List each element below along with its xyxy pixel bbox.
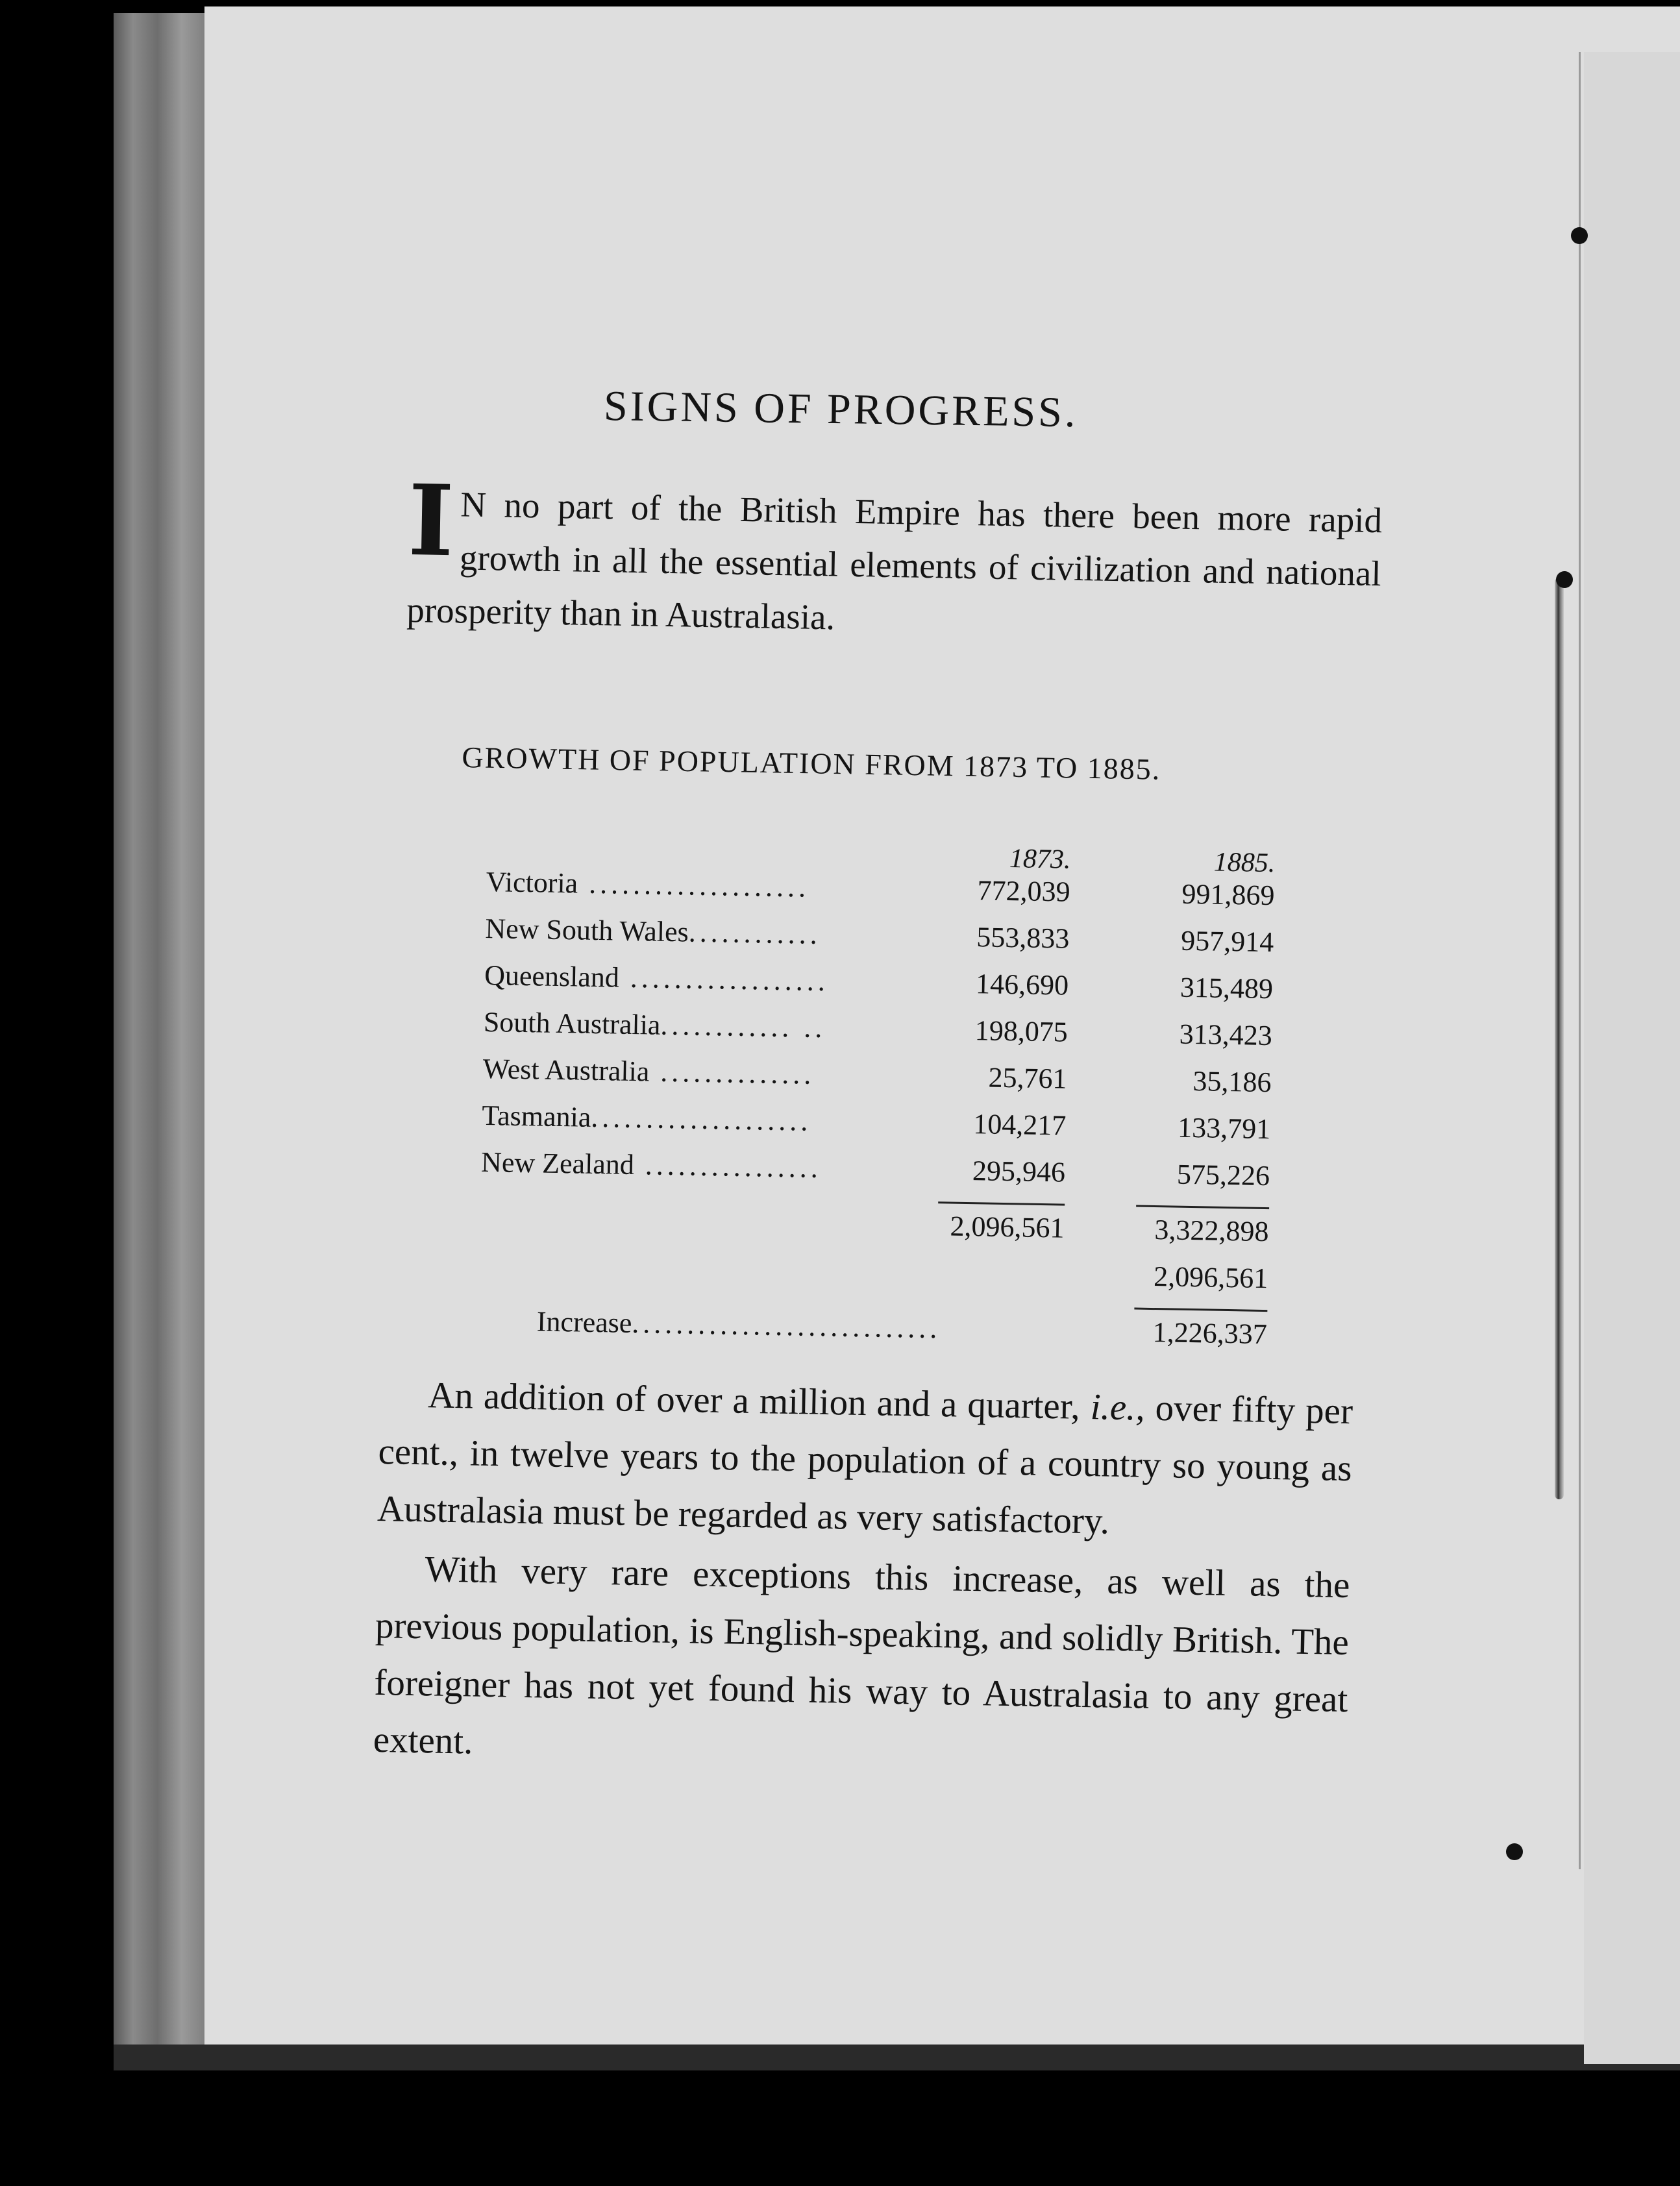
column-header-1873: 1873.: [1009, 844, 1071, 875]
increase-value: 1,226,337: [1152, 1316, 1268, 1351]
value-1873: 553,833: [976, 921, 1070, 955]
row-name: South Australia: [483, 1005, 661, 1041]
dot-leader: ................: [634, 1149, 822, 1185]
dot-leader: ....................: [577, 867, 810, 903]
sum-rule-1885: [1136, 1205, 1269, 1210]
increase-label: Increase: [536, 1305, 632, 1340]
paragraph-1-text-a: An addition of over a million and a quarter,: [427, 1375, 1091, 1428]
value-1885: 313,423: [1179, 1018, 1273, 1052]
row-name: Tasmania: [482, 1099, 591, 1133]
paragraph-1-text-b: over fifty per cent., in twelve years to the population of a country so young as Australasia must be regarded as very satisfactory.: [377, 1387, 1353, 1542]
total-1873: 2,096,561: [950, 1210, 1065, 1244]
intro-text: N no part of the British Empire has there been more rapid growth in all the essential elements of civilization and national prosperity than in Australasia.: [406, 484, 1383, 637]
paragraph-2: With very rare exceptions this increase, as well as the previous population, is English-speaking, and solidly British. The foreigner has not yet found his way to Australasia to any great extent.: [373, 1549, 1350, 1762]
drop-cap: I: [407, 463, 455, 579]
binding-dot: [1506, 1843, 1523, 1860]
row-name: New Zealand: [480, 1146, 635, 1181]
subtract-1885: 2,096,561: [1153, 1260, 1268, 1295]
value-1885: 133,791: [1177, 1111, 1271, 1146]
binding-dot: [1571, 227, 1588, 244]
gutter-line: [1579, 52, 1581, 1869]
value-1873: 295,946: [972, 1155, 1066, 1188]
dot-leader: ............: [688, 916, 822, 951]
paragraph-1-ie: i.e.,: [1090, 1386, 1146, 1429]
book-page-edges: [114, 13, 211, 2045]
value-1873: 198,075: [974, 1014, 1069, 1048]
dot-leader: ............ ..: [660, 1009, 826, 1044]
value-1873: 146,690: [975, 968, 1069, 1001]
row-name: West Australia: [482, 1052, 650, 1088]
population-table: [478, 834, 1298, 1365]
row-name: New South Wales: [485, 912, 689, 948]
value-1885: 315,489: [1180, 971, 1274, 1005]
value-1885: 35,186: [1192, 1065, 1272, 1099]
binding-bar: [1555, 578, 1564, 1499]
value-1873: 104,217: [972, 1108, 1067, 1142]
total-1885: 3,322,898: [1154, 1214, 1269, 1248]
dot-leader: ..............: [649, 1055, 815, 1090]
row-name: Victoria: [486, 865, 578, 900]
table-title: GROWTH OF POPULATION FROM 1873 TO 1885.: [462, 740, 1161, 786]
row-name: Queensland: [484, 959, 620, 994]
column-header-1885: 1885.: [1213, 847, 1276, 879]
increase-rule: [1134, 1308, 1267, 1312]
dot-leader: ....................: [590, 1101, 812, 1137]
dot-leader: ............................: [632, 1307, 941, 1345]
dot-leader: ..................: [619, 961, 830, 998]
page-bottom-shadow: [114, 2045, 1680, 2070]
value-1885: 991,869: [1181, 878, 1275, 912]
value-1873: 25,761: [988, 1061, 1067, 1095]
binding-dot: [1556, 571, 1573, 588]
value-1873: 772,039: [977, 874, 1071, 908]
value-1885: 957,914: [1180, 924, 1274, 959]
facing-page: [1584, 52, 1680, 2064]
intro-paragraph: [406, 463, 1383, 654]
body-text: [373, 1366, 1353, 1788]
paragraph-1: [377, 1366, 1353, 1554]
page-title: SIGNS OF PROGRESS.: [603, 382, 1078, 437]
value-1885: 575,226: [1176, 1158, 1270, 1192]
sum-rule-1873: [938, 1201, 1065, 1205]
